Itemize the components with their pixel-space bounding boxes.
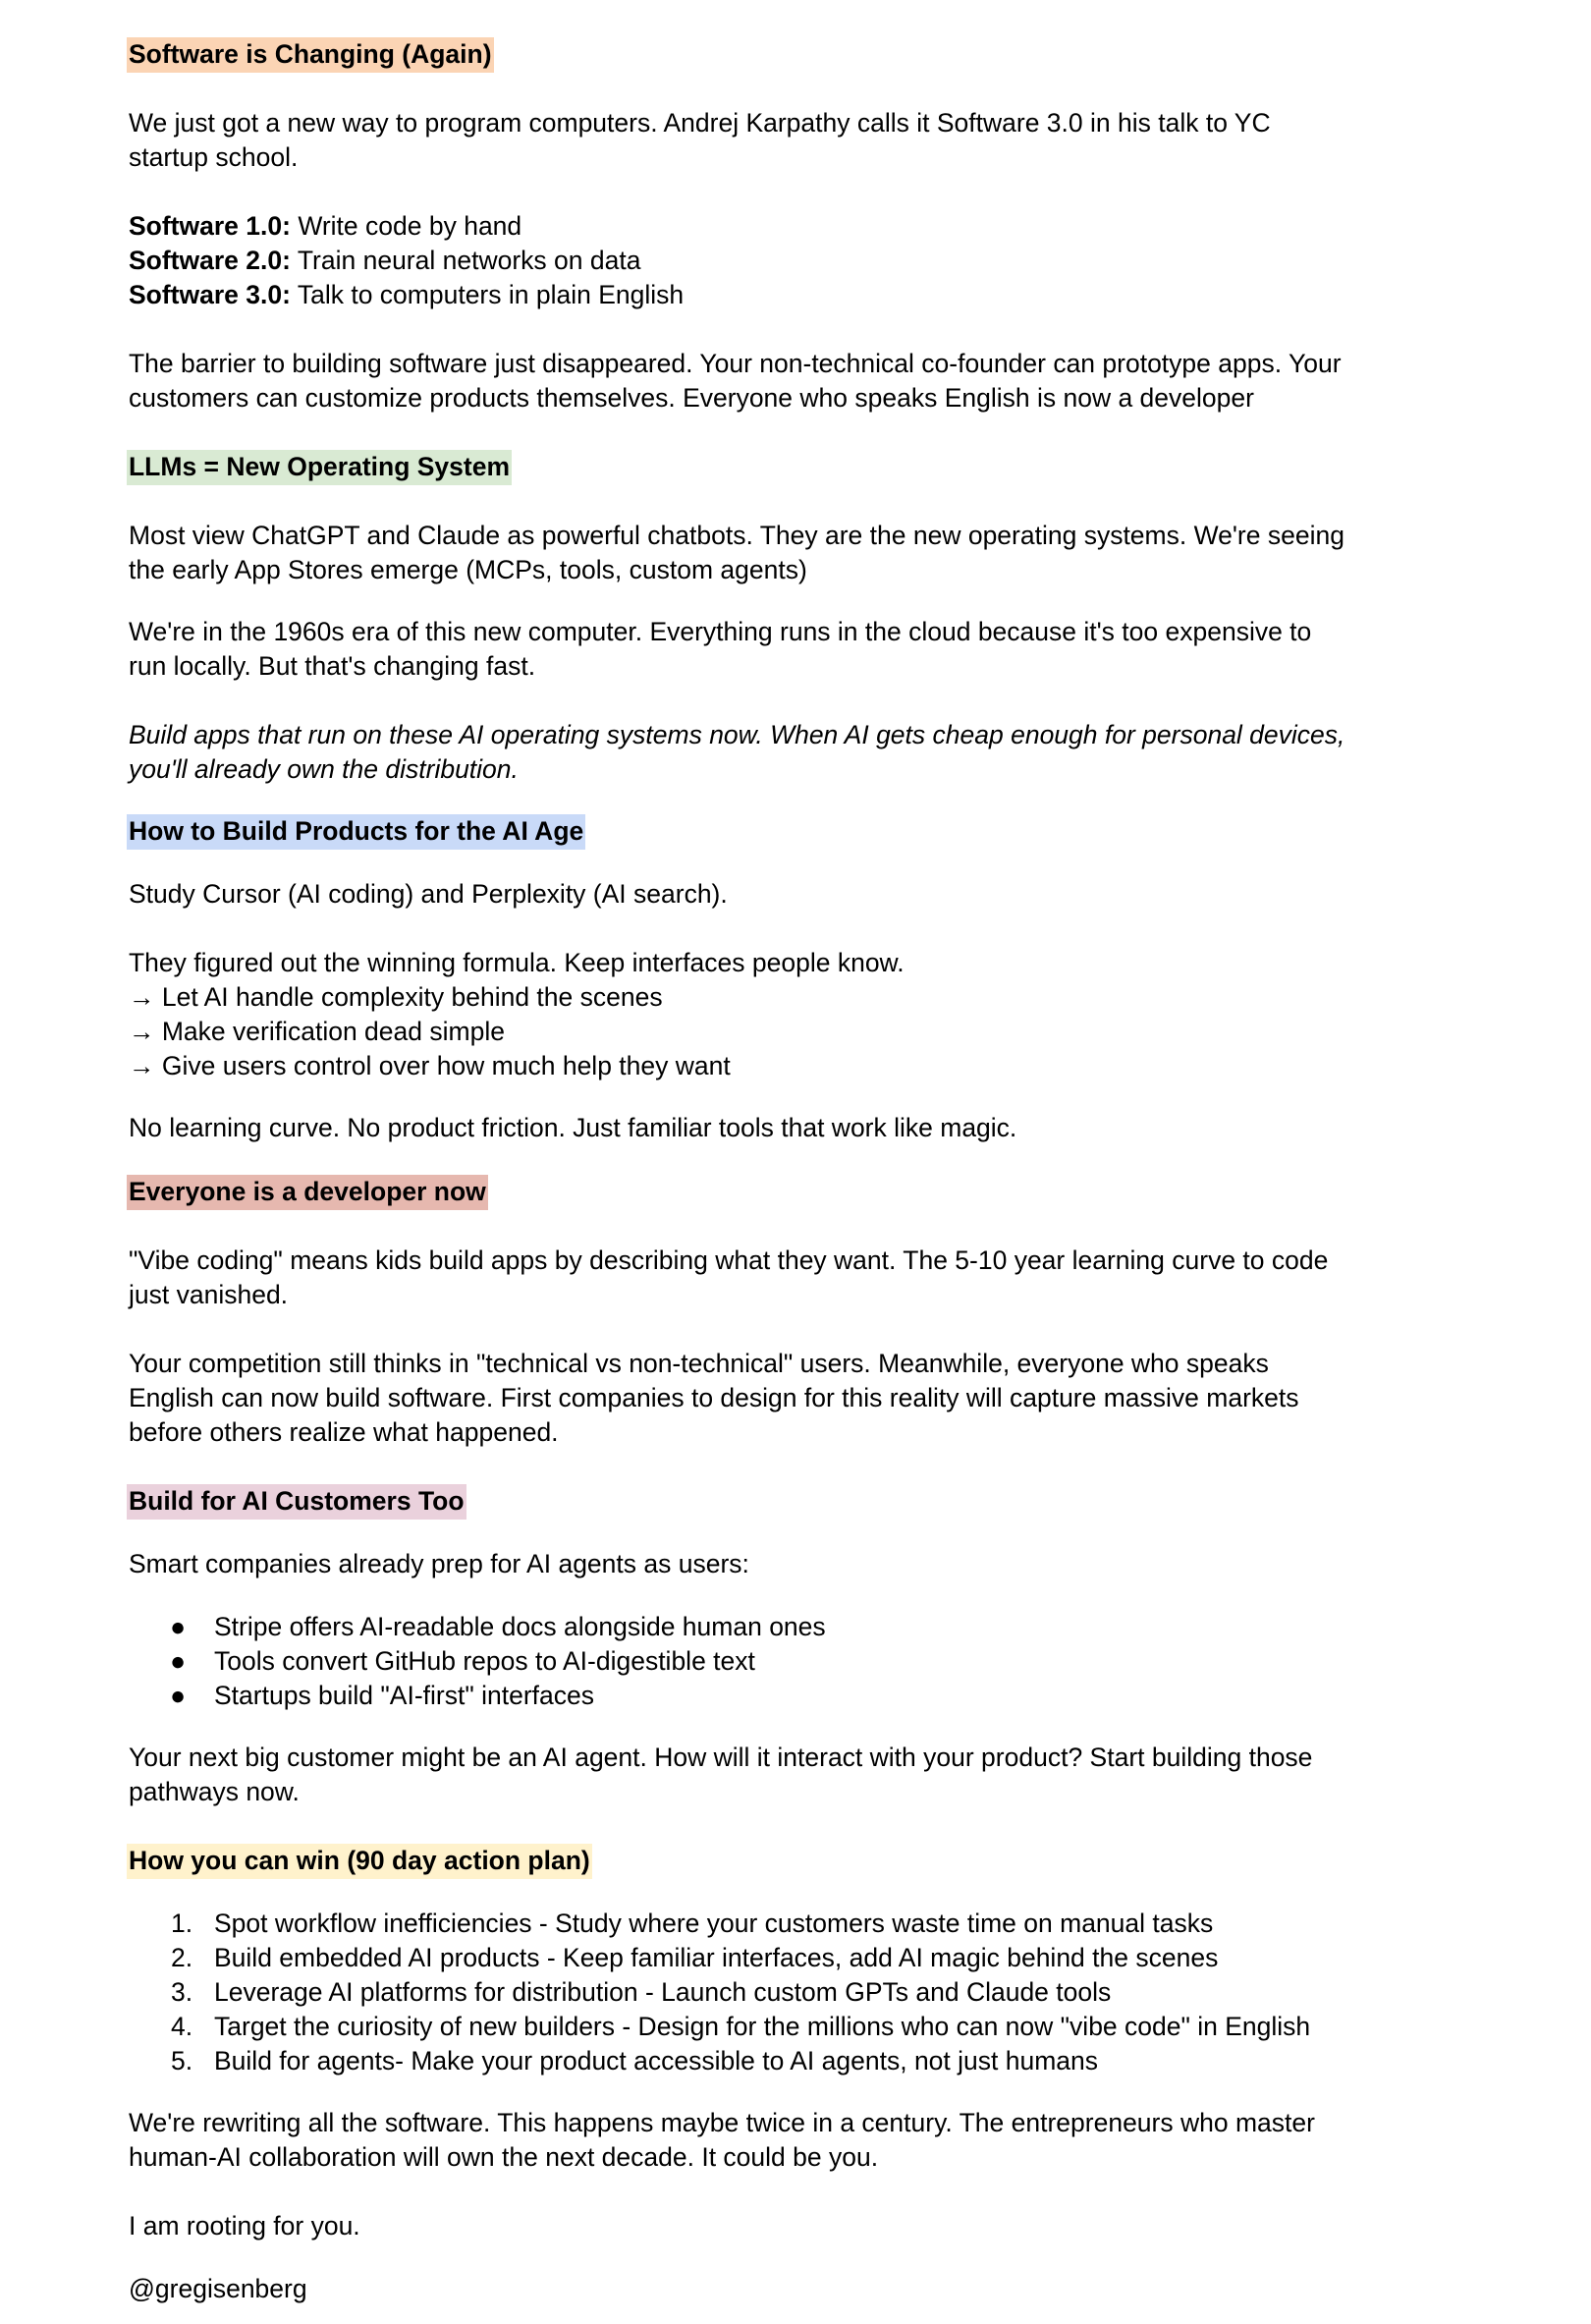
list-item: ● Startups build "AI-first" interfaces (129, 1679, 1366, 1713)
list-item: 3. Leverage AI platforms for distribution - Launch custom GPTs and Claude tools (171, 1977, 1112, 2007)
os-paragraph-2: We're in the 1960s era of this new computer. Everything runs in the cloud because it's too expensive to run locally. But that's changing fast. (129, 617, 1312, 681)
software-versions-list (129, 209, 1366, 312)
list-item: 5. Build for agents- Make your product accessible to AI agents, not just humans (171, 2046, 1099, 2075)
list-item: ● Tools convert GitHub repos to AI-digestible text (129, 1644, 1366, 1679)
version-line: Software 1.0: Write code by hand (129, 211, 522, 241)
action-plan-list (129, 1907, 1366, 2078)
smart-companies-paragraph: Smart companies already prep for AI agents as users: (129, 1549, 749, 1578)
vibe-coding-paragraph: "Vibe coding" means kids build apps by describing what they want. The 5-10 year learning curve to code just vanished. (129, 1245, 1329, 1309)
list-item: 2. Build embedded AI products - Keep familiar interfaces, add AI magic behind the scenes (171, 1943, 1219, 1972)
bullet-list (129, 1610, 1366, 1713)
list-item: ● Stripe offers AI-readable docs alongside human ones (129, 1610, 1366, 1644)
next-customer-paragraph: Your next big customer might be an AI agent. How will it interact with your product? Start building those pathways now. (129, 1743, 1313, 1806)
author-handle: @gregisenberg (129, 2274, 307, 2303)
section-heading-action-plan: How you can win (90 day action plan) (129, 1844, 1366, 1878)
version-line: Software 3.0: Talk to computers in plain English (129, 280, 685, 309)
study-paragraph: Study Cursor (AI coding) and Perplexity (AI search). (129, 879, 728, 909)
section-heading-everyone-developer: Everyone is a developer now (129, 1175, 1366, 1209)
no-learning-curve-paragraph: No learning curve. No product friction. Just familiar tools that work like magic. (129, 1113, 1017, 1142)
arrow-item: → Give users control over how much help they want (129, 1051, 731, 1080)
bullet-mark: ● (170, 1681, 187, 1710)
version-line: Software 2.0: Train neural networks on data (129, 246, 641, 275)
list-item: 1. Spot workflow inefficiencies - Study where your customers waste time on manual tasks (171, 1909, 1214, 1938)
list-item: 4. Target the curiosity of new builders - Design for the millions who can now "vibe code" in English (171, 2012, 1311, 2041)
section-heading-build-products: How to Build Products for the AI Age (129, 814, 1366, 849)
competition-paragraph: Your competition still thinks in "technical vs non-technical" users. Meanwhile, everyone who speaks English can now build software. First companies to design for this reality will capture massive markets before others realize what happened. (129, 1349, 1299, 1447)
formula-paragraph: They figured out the winning formula. Keep interfaces people know. → Let AI handle complexity behind the scenes → Make verification dead simple → Give users control over how much help they want (129, 946, 1366, 1083)
rooting-line: I am rooting for you. (129, 2211, 360, 2241)
barrier-paragraph: The barrier to building software just disappeared. Your non-technical co-founder can prototype apps. Your customers can customize products themselves. Everyone who speaks English is now a developer (129, 349, 1342, 413)
os-paragraph-3-italic: Build apps that run on these AI operating systems now. When AI gets cheap enough for personal devices, you'll already own the distribution. (129, 720, 1345, 784)
bullet-mark: ● (170, 1646, 187, 1676)
os-paragraph-1: Most view ChatGPT and Claude as powerful chatbots. They are the new operating systems. We're seeing the early App Stores emerge (MCPs, tools, custom agents) (129, 521, 1344, 584)
section-heading-llms-os: LLMs = New Operating System (129, 450, 1366, 484)
section-heading-ai-customers: Build for AI Customers Too (129, 1484, 1366, 1519)
arrow-item: → Let AI handle complexity behind the scenes (129, 982, 663, 1012)
rewriting-paragraph: We're rewriting all the software. This happens maybe twice in a century. The entrepreneurs who master human-AI collaboration will own the next decade. It could be you. (129, 2108, 1315, 2172)
section-heading-software-changing: Software is Changing (Again) (129, 37, 1366, 72)
bullet-mark: ● (170, 1612, 187, 1641)
intro-paragraph: We just got a new way to program computers. Andrej Karpathy calls it Software 3.0 in his talk to YC startup school. (129, 108, 1271, 172)
arrow-item: → Make verification dead simple (129, 1017, 505, 1046)
